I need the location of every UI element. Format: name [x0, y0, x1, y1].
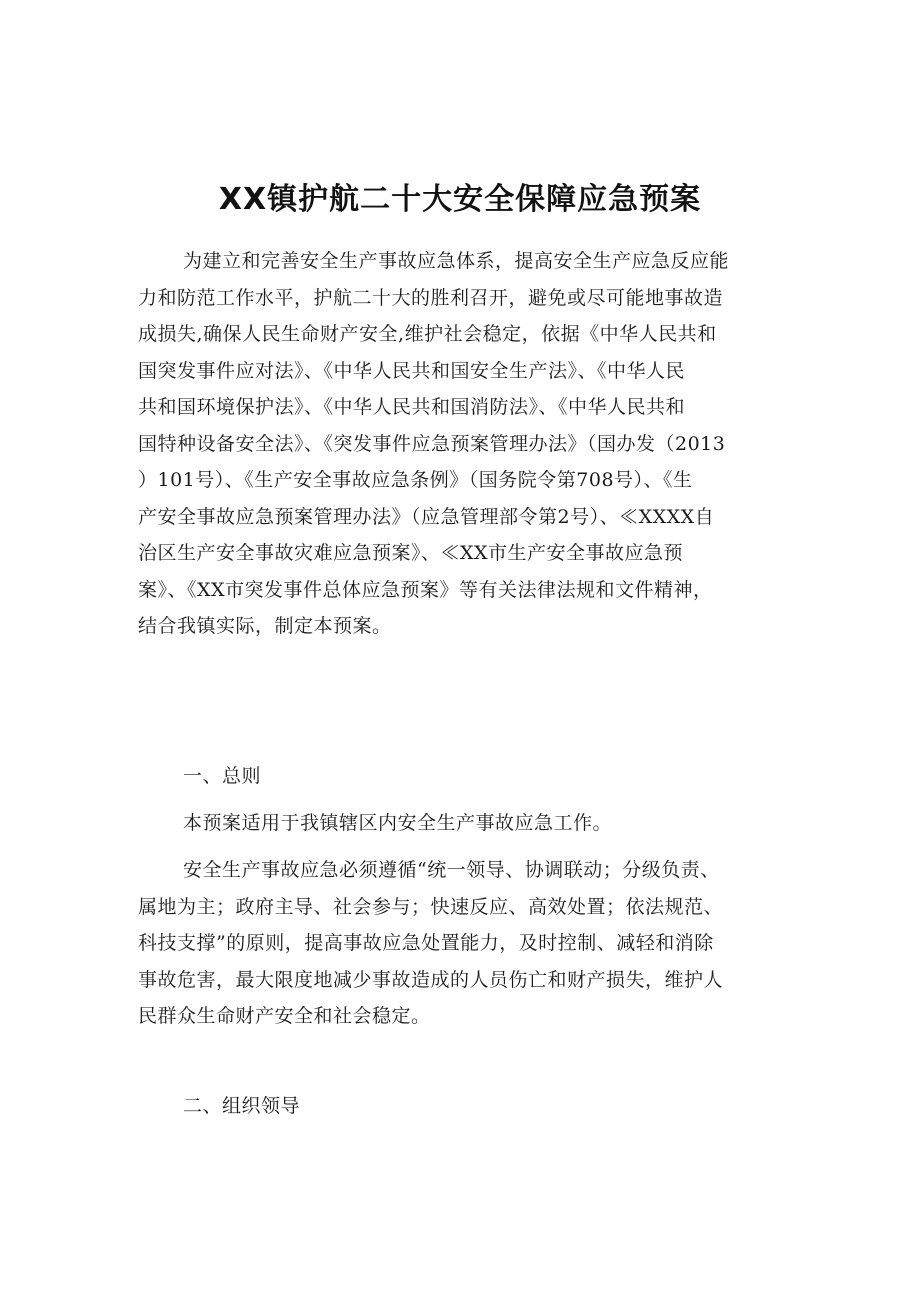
paragraph-line: 安全生产事故应急必须遵循“统一领导、协调联动；分级负责、 — [183, 859, 720, 881]
scope-paragraph — [138, 805, 790, 842]
principles-paragraph — [138, 852, 790, 1035]
paragraph-line: 科技支撑”的原则，提高事故应急处置能力，及时控制、减轻和消除 — [138, 932, 714, 954]
paragraph-line: 国突发事件应对法》、《中华人民共和国安全生产法》、《中华人民 — [138, 359, 686, 382]
paragraph-line: ）101号）、《生产安全事故应急条例》（国务院令第708号）、《生 — [138, 469, 693, 491]
section-heading-organization — [138, 1088, 790, 1125]
paragraph-line: 为建立和完善安全生产事故应急体系，提高安全生产应急反应能 — [183, 250, 730, 272]
paragraph-line: 共和国环境保护法》、《中华人民共和国消防法》、《中华人民共和 — [138, 396, 686, 418]
paragraph-line: 结合我镇实际，制定本预案。 — [138, 615, 392, 637]
paragraph-line: 本预案适用于我镇辖区内安全生产事故应急工作。 — [183, 812, 613, 834]
paragraph-line: 属地为主；政府主导、社会参与；快速反应、高效处置；依法规范、 — [138, 895, 724, 918]
paragraph-line: 成损失,确保人民生命财产安全,维护社会稳定，依据《中华人民共和 — [138, 323, 717, 345]
paragraph-line: 产安全事故应急预案管理办法》（应急管理部令第2号）、≪XXXX自 — [138, 505, 715, 528]
section-heading: 二、组织领导 — [183, 1095, 301, 1117]
paragraph-line: 案》、《XX市突发事件总体应急预案》等有关法律法规和文件精神， — [138, 578, 713, 601]
paragraph-line: 国特种设备安全法》、《突发事件应急预案管理办法》（国办发（2013 — [138, 432, 726, 455]
paragraph-line: 事故危害，最大限度地减少事故造成的人员伤亡和财产损失，维护人 — [138, 968, 724, 991]
paragraph-line: 治区生产安全事故灾难应急预案》、≪XX市生产安全事故应急预 — [138, 542, 684, 564]
section-heading: 一、总则 — [183, 765, 262, 787]
document-title: XX镇护航二十大安全保障应急预案 — [218, 182, 702, 217]
paragraph-line: 力和防范工作水平，护航二十大的胜利召开，避免或尽可能地事故造 — [138, 286, 724, 309]
intro-paragraph — [138, 243, 790, 645]
paragraph-line: 民群众生命财产安全和社会稳定。 — [138, 1005, 431, 1027]
section-heading-general — [138, 758, 790, 795]
